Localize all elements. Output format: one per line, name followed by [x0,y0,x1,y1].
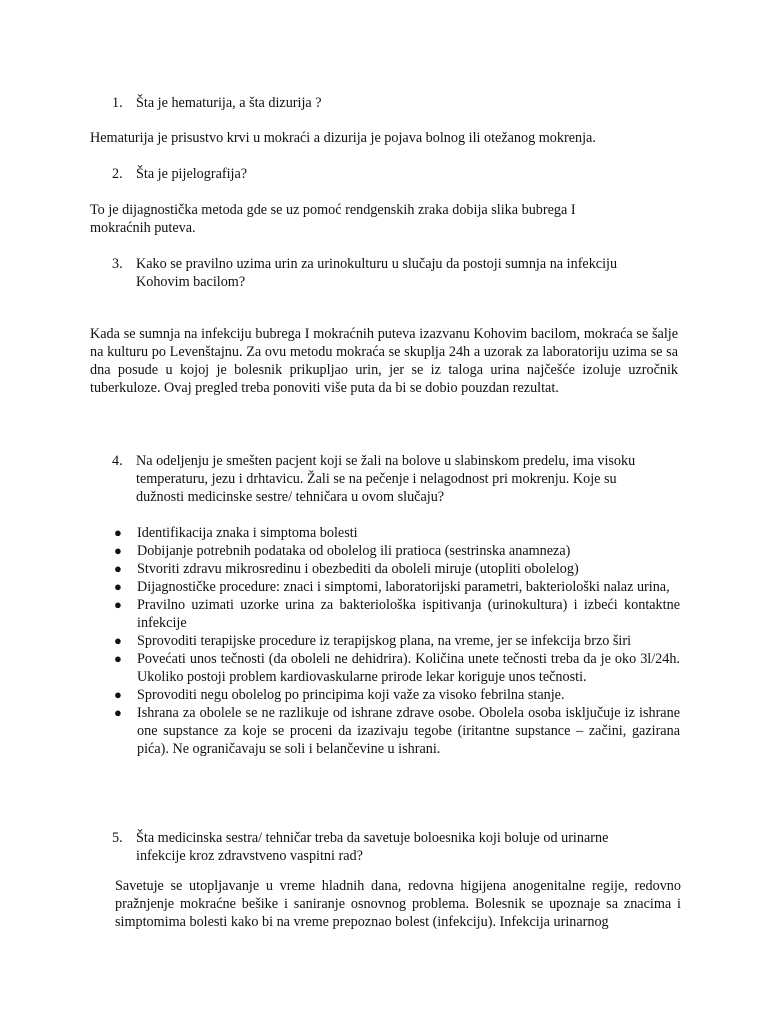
answer-3: Kada se sumnja na infekciju bubrega I mokraćnih puteva izazvanu Kohovim bacilom, mokraća se šalje na kulturu po Levenštajnu. Za ovu metodu mokraća se skuplja 24h a uzorak za laboratoriju uzima se sa dna posude u kojoj je bolesnik prikupljao urin, jer se iz taloga urina najčešće izoluje uzročnik tuberkuloze. Ovaj pregled treba ponoviti više puta da bi se dobio pouzdan rezultat. [90,326,678,396]
list-item: ● Dijagnostičke procedure: znaci i simptomi, laboratorijski parametri, bakteriološki nalaz urina, [114,579,670,595]
duties-list [112,524,680,758]
question-3-text-line-1: Kako se pravilno uzima urin za urinokulturu u slučaju da postoji sumnja na infekciju [136,256,618,272]
answer-2 [90,201,678,237]
question-1-number: 1. [112,95,123,111]
question-2 [112,165,692,183]
question-5-text-line-2: infekcije kroz zdravstveno vaspitni rad? [136,848,363,864]
answer-1: Hematurija je prisustvo krvi u mokraći a dizurija je pojava bolnog ili otežanog mokrenja. [90,130,596,146]
answer-2-line-2: mokraćnih puteva. [90,220,196,236]
question-5 [112,829,692,865]
question-1 [112,94,692,112]
question-4-text-line-2: temperaturu, jezu i drhtavicu. Žali se na pečenje i nelagodnost pri mokrenju. Koje su [136,471,617,487]
answer-5: Savetuje se utopljavanje u vreme hladnih dana, redovna higijena anogenitalne regije, redovno pražnjenje mokraćne bešike i saniranje osnovnog problema. Bolesnik se upoznaje sa znacima i simptomima bolesti kako bi na vreme prepoznao bolest (infekciju). Infekcija urinarnog [115,878,681,930]
question-2-number: 2. [112,166,123,182]
list-item: ● Ishrana za obolele se ne razlikuje od ishrane zdrave osobe. Obolela osoba isključuje iz ishrane one supstance za koje se proceni da izazivaju tegobe (iritantne supstance – začini, gazirana pića). Ne ograničavaju se soli i belančevine u ishrani. [114,705,680,757]
bullet-icon: ● [114,705,122,720]
answer-2-line-1: To je dijagnostička metoda gde se uz pomoć rendgenskih zraka dobija slika bubrega I [90,202,576,218]
question-3-number: 3. [112,256,123,272]
list-item: ● Dobijanje potrebnih podataka od obolelog ili pratioca (sestrinska anamneza) [114,543,571,559]
question-4-text-line-1: Na odeljenju je smešten pacjent koji se žali na bolove u slabinskom predelu, ima visoku [136,453,636,469]
question-5-text-line-1: Šta medicinska sestra/ tehničar treba da savetuje boloesnika koji boluje od urinarne [136,830,609,846]
list-item: ● Identifikacija znaka i simptoma bolesti [114,525,358,541]
bullet-icon: ● [114,633,122,648]
question-2-text: Šta je pijelografija? [136,166,248,182]
question-5-number: 5. [112,830,123,846]
list-item: ● Pravilno uzimati uzorke urina za bakteriološka ispitivanja (urinokultura) i izbeći kontaktne infekcije [114,597,680,631]
question-4-number: 4. [112,453,123,469]
list-item: ● Sprovoditi terapijske procedure iz terapijskog plana, na vreme, jer se infekcija brzo širi [114,633,632,649]
question-3 [112,255,692,291]
question-3-text-line-2: Kohovim bacilom? [136,274,246,290]
question-4 [112,452,692,506]
bullet-icon: ● [114,651,122,666]
list-item: ● Povećati unos tečnosti (da oboleli ne dehidrira). Količina unete tečnosti treba da je oko 3l/24h. Ukoliko postoji problem kardiovaskularne prirode lekar koriguje unos tečnosti. [114,651,680,685]
bullet-icon: ● [114,561,122,576]
bullet-icon: ● [114,543,122,558]
list-item: ● Sprovoditi negu obolelog po principima koji važe za visoko febrilna stanje. [114,687,565,703]
bullet-icon: ● [114,579,122,594]
question-4-text-line-3: dužnosti medicinske sestre/ tehničara u ovom slučaju? [136,489,445,505]
bullet-icon: ● [114,525,122,540]
bullet-icon: ● [114,597,122,612]
bullet-icon: ● [114,687,122,702]
question-1-text: Šta je hematurija, a šta dizurija ? [136,95,322,111]
list-item: ● Stvoriti zdravu mikrosredinu i obezbediti da oboleli miruje (utopliti obolelog) [114,561,579,577]
